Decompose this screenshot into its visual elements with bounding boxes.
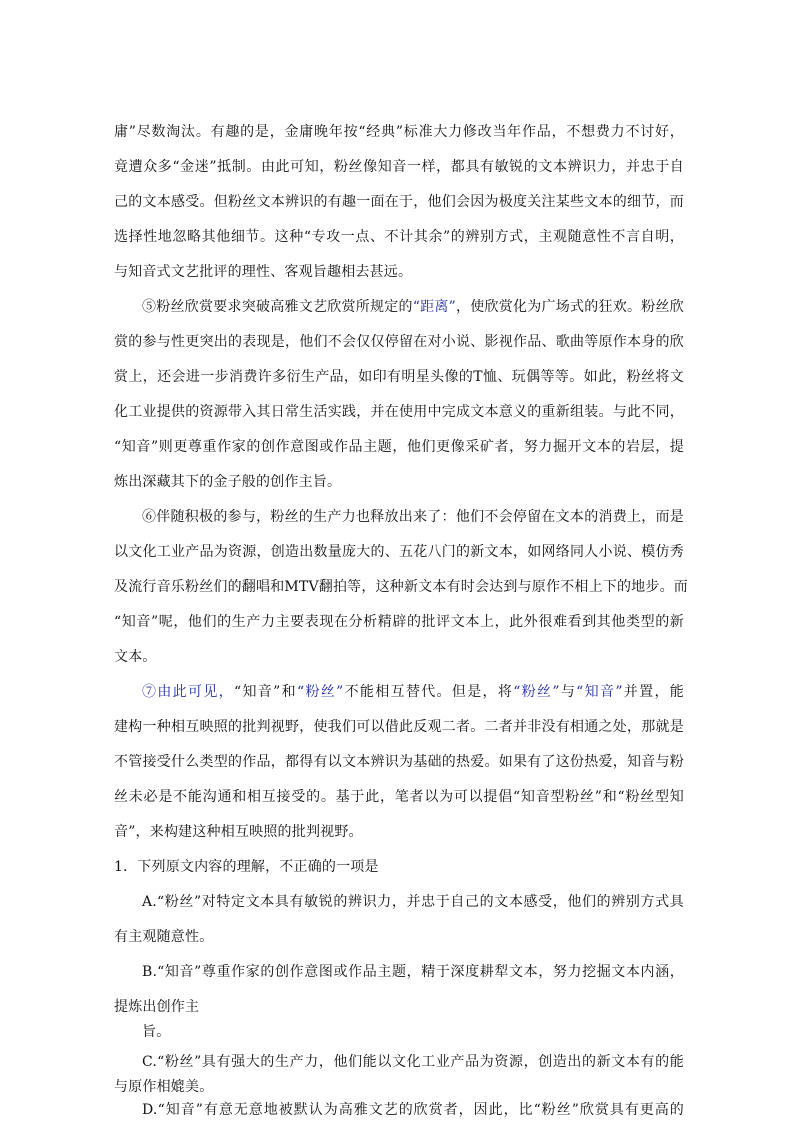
paragraph-5-line-5: “知音”则更尊重作家的创作意图或作品主题，他们更像采矿者，努力掘开文本的岩层，提 — [114, 439, 684, 455]
paragraph-4-line-5: 与知音式文艺批评的理性、客观旨趣相去甚远。 — [114, 264, 413, 280]
paragraph-7-term-fans-2: “粉丝” — [513, 684, 560, 700]
option-b-line-3: 旨。 — [142, 1024, 171, 1040]
paragraph-7-line-4: 丝未必是不能沟通和相互接受的。基于此，笔者以为可以提倡“知音型粉丝”和“粉丝型知 — [114, 789, 684, 805]
paragraph-7-line-1 — [142, 682, 684, 702]
option-c-line-1: C.“粉丝”具有强大的生产力，他们能以文化工业产品为资源，创造出的新文本有的能 — [142, 1054, 684, 1070]
paragraph-7-mid-2: 不能相互替代。但是，将 — [343, 684, 514, 700]
option-b-line-1: B.“知音”尊重作家的创作意图或作品主题，精于深度耕犁文本，努力挖掘文本内涵， — [142, 964, 684, 980]
paragraph-5-highlight: “距离” — [412, 299, 456, 315]
paragraph-7-term-zhiyin: “知音” — [576, 684, 623, 700]
paragraph-5-line-1 — [142, 297, 684, 317]
paragraph-4-line-3: 己的文本感受。但粉丝文本辨识的有趣一面在于，他们会因为极度关注某些文本的细节，而 — [114, 194, 684, 210]
paragraph-4-line-4: 选择性地忽略其他细节。这种“专攻一点、不计其余”的辨别方式，主观随意性不言自明， — [114, 229, 684, 245]
paragraph-7-lead: ⑦由此可见， — [142, 684, 234, 700]
paragraph-6-line-1: ⑥伴随积极的参与，粉丝的生产力也释放出来了：他们不会停留在文本的消费上，而是 — [142, 509, 684, 525]
option-c-line-2: 与原作相媲美。 — [114, 1079, 214, 1095]
option-a-line-2: 有主观随意性。 — [114, 929, 214, 945]
paragraph-5-suffix: ，使欣赏化为广场式的狂欢。粉丝欣 — [456, 299, 684, 315]
paragraph-4-line-1: 庸”尽数淘汰。有趣的是，金庸晚年按“经典”标准大力修改当年作品，不想费力不讨好， — [114, 124, 684, 140]
paragraph-6-line-3: 及流行音乐粉丝们的翻唱和MTV翻拍等，这种新文本有时会达到与原作不相上下的地步。而 — [114, 579, 688, 595]
paragraph-6-line-5: 文本。 — [114, 649, 157, 665]
paragraph-6-line-4: “知音”呢，他们的生产力主要表现在分析精辟的批评文本上，此外很难看到其他类型的新 — [114, 614, 684, 630]
question-1-stem: 1．下列原文内容的理解，不正确的一项是 — [114, 859, 379, 875]
paragraph-7-line-3: 不管接受什么类型的作品，都得有以文本辨识为基础的热爱。如果有了这份热爱，知音与粉 — [114, 754, 684, 770]
paragraph-7-mid-3: 与 — [559, 684, 577, 700]
paragraph-5-line-3: 赏上，还会进一步消费许多衍生产品，如印有明星头像的T恤、玩偶等等。如此，粉丝将文 — [114, 369, 684, 385]
paragraph-7-line-5: 音”，来构建这种相互映照的批判视野。 — [114, 824, 363, 840]
option-d-line-1: D.“知音”有意无意地被默认为高雅文艺的欣赏者，因此，比“粉丝”欣赏具有更高的 — [142, 1102, 684, 1118]
option-a-line-1: A.“粉丝”对特定文本具有敏锐的辨识力，并忠于自己的文本感受，他们的辨别方式具 — [142, 894, 684, 910]
paragraph-7-suffix: 并置，能 — [622, 684, 684, 700]
paragraph-5-prefix: ⑤粉丝欣赏要求突破高雅文艺欣赏所规定的 — [142, 299, 413, 315]
paragraph-7-mid-1: “知音”和 — [233, 684, 297, 700]
paragraph-5-line-4: 化工业提供的资源带入其日常生活实践，并在使用中完成文本意义的重新组装。与此不同， — [114, 404, 684, 420]
paragraph-7-term-fans-1: “粉丝” — [296, 684, 344, 700]
paragraph-5-line-6: 炼出深藏其下的金子般的创作主旨。 — [114, 474, 342, 490]
paragraph-7-line-2: 建构一种相互映照的批判视野，使我们可以借此反观二者。二者并非没有相通之处，那就是 — [114, 719, 684, 735]
paragraph-6-line-2: 以文化工业产品为资源，创造出数量庞大的、五花八门的新文本，如网络同人小说、模仿秀 — [114, 544, 684, 560]
option-b-line-2: 提炼出创作主 — [114, 999, 200, 1015]
paragraph-5-line-2: 赏的参与性更突出的表现是，他们不会仅仅停留在对小说、影视作品、歌曲等原作本身的欣 — [114, 334, 684, 350]
paragraph-4-line-2: 竟遭众多“金迷”抵制。由此可知，粉丝像知音一样，都具有敏锐的文本辨识力，并忠于自 — [114, 159, 684, 175]
